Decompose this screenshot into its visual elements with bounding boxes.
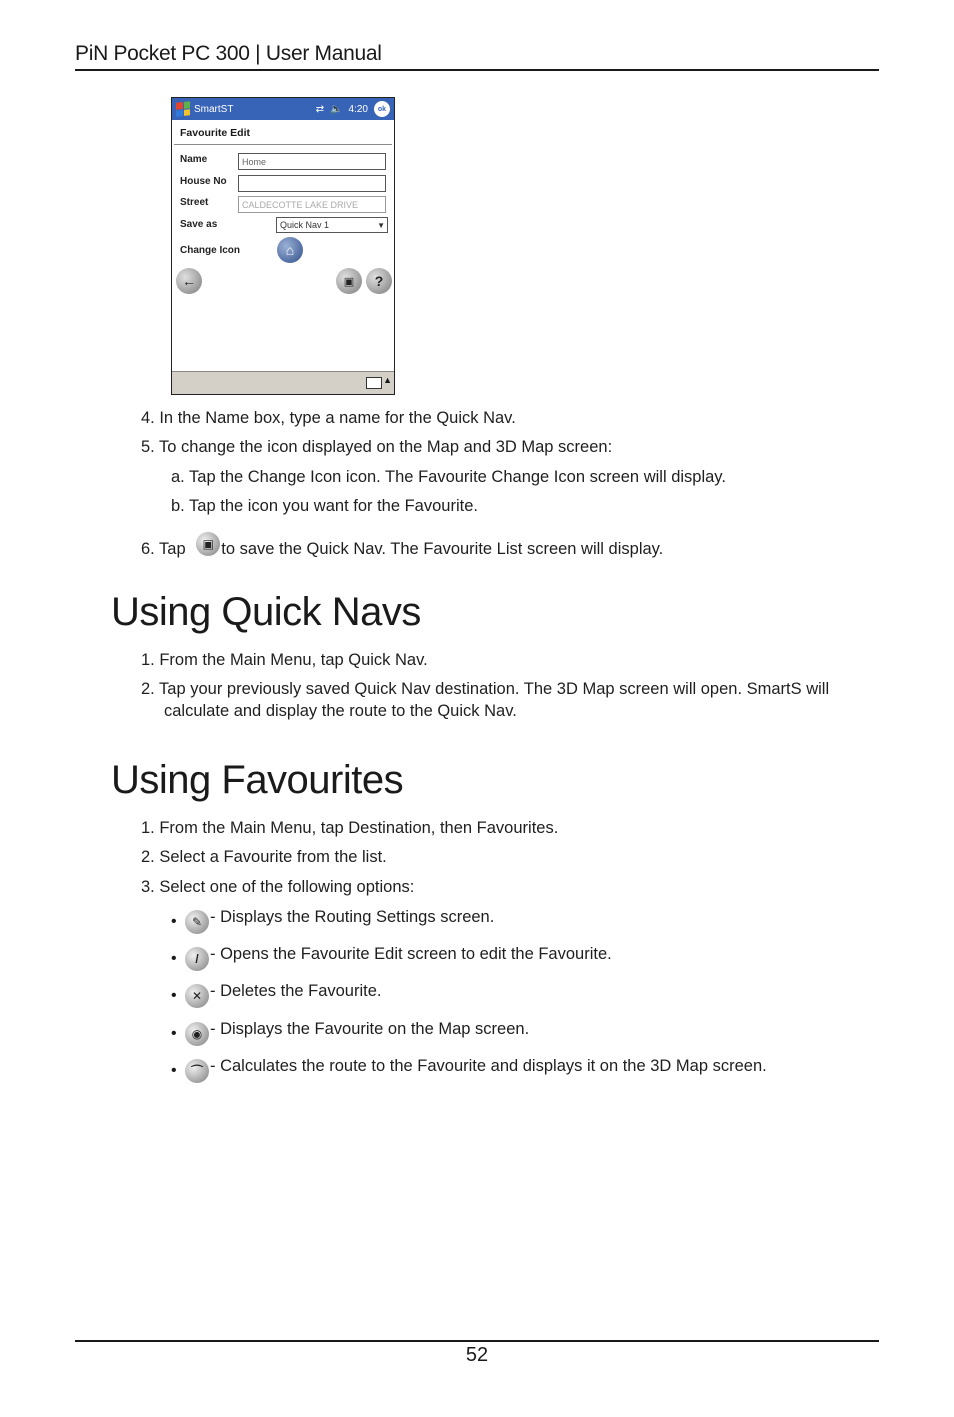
connectivity-icon[interactable]: ⇄ — [315, 103, 325, 115]
heading-using-quick-navs: Using Quick Navs — [111, 590, 421, 634]
step-6 — [141, 532, 663, 560]
footer-rule — [75, 1340, 879, 1342]
favourites-step-2: 2. Select a Favourite from the list. — [141, 848, 387, 866]
save-button[interactable] — [336, 268, 362, 294]
option-edit-favourite — [185, 943, 612, 971]
keyboard-icon[interactable] — [366, 377, 382, 389]
change-icon-button[interactable] — [277, 237, 303, 263]
back-arrow-icon: ← — [182, 273, 196, 289]
option-show-on-map — [185, 1018, 529, 1046]
question-mark-icon: ? — [374, 273, 384, 289]
saveas-row — [180, 219, 238, 230]
wrench-icon: ✎ — [185, 910, 209, 934]
favourites-step-3: 3. Select one of the following options: — [141, 878, 415, 896]
house-number-field[interactable] — [238, 175, 386, 192]
bullet: • — [171, 950, 177, 967]
bullet: • — [171, 1025, 177, 1042]
save-as-select[interactable] — [276, 217, 388, 233]
bullet: • — [171, 1062, 177, 1079]
volume-icon[interactable]: 🔈 — [330, 103, 343, 115]
change-icon-row — [180, 245, 270, 256]
option-calculate-route — [185, 1055, 767, 1083]
quick-nav-step-1: 1. From the Main Menu, tap Quick Nav. — [141, 651, 428, 669]
street-field: CALDECOTTE LAKE DRIVE — [238, 196, 386, 213]
saveas-label: Save as — [180, 219, 218, 230]
step-4: 4. In the Name box, type a name for the Quick Nav. — [141, 409, 516, 427]
pencil-icon: / — [185, 947, 209, 971]
device-time[interactable]: 4:20 — [348, 103, 368, 115]
name-field[interactable]: Home — [238, 153, 386, 170]
step-6-prefix: 6. Tap — [141, 540, 186, 558]
step-5b: b. Tap the icon you want for the Favourite. — [171, 497, 478, 515]
eye-icon: ◉ — [185, 1022, 209, 1046]
device-titlebar — [172, 98, 394, 120]
device-status-area — [316, 101, 390, 117]
option-delete-favourite — [185, 980, 382, 1008]
route-icon: ⌒ — [185, 1059, 209, 1083]
header-title: PiN Pocket PC 300 | User Manual — [75, 42, 382, 65]
step-6-suffix: to save the Quick Nav. The Favourite List screen will display. — [221, 540, 664, 558]
quick-nav-step-2: 2. Tap your previously saved Quick Nav destination. The 3D Map screen will open. SmartS will — [141, 680, 830, 698]
bullet: • — [171, 987, 177, 1004]
house-label: House No — [180, 176, 227, 187]
house-row — [180, 176, 238, 187]
save-as-value: Quick Nav 1 — [280, 220, 330, 230]
quick-nav-step-2-cont: calculate and display the route to the Quick Nav. — [164, 702, 517, 720]
floppy-disk-icon: ▣ — [343, 275, 355, 288]
chevron-down-icon: ▼ — [377, 221, 385, 230]
street-row — [180, 197, 238, 208]
windows-start-icon[interactable] — [176, 101, 190, 116]
street-label: Street — [180, 197, 209, 208]
house-icon: ⌂ — [285, 242, 295, 258]
option-routing-settings — [185, 906, 494, 934]
change-icon-label: Change Icon — [180, 245, 241, 256]
device-screenshot — [171, 97, 395, 395]
bullet: • — [171, 913, 177, 930]
name-row — [180, 154, 238, 165]
option-text: - Deletes the Favourite. — [210, 982, 382, 1000]
name-label: Name — [180, 154, 208, 165]
ok-button[interactable]: ok — [374, 101, 390, 117]
delete-x-icon: ✕ — [185, 984, 209, 1008]
option-text: - Opens the Favourite Edit screen to edit the Favourite. — [210, 945, 612, 963]
page-number: 52 — [465, 1344, 489, 1366]
heading-using-favourites: Using Favourites — [111, 758, 404, 802]
back-button[interactable] — [176, 268, 202, 294]
device-app-name: SmartST — [194, 103, 234, 115]
device-screen-title: Favourite Edit — [174, 120, 392, 145]
option-text: - Calculates the route to the Favourite and displays it on the 3D Map screen. — [210, 1057, 767, 1075]
favourites-step-1: 1. From the Main Menu, tap Destination, then Favourites. — [141, 819, 559, 837]
help-button[interactable] — [366, 268, 392, 294]
option-text: - Displays the Routing Settings screen. — [210, 908, 495, 926]
page-header — [75, 42, 879, 71]
option-text: - Displays the Favourite on the Map screen. — [210, 1020, 530, 1038]
device-bottombar — [172, 371, 394, 394]
step-5a: a. Tap the Change Icon icon. The Favourite Change Icon screen will display. — [171, 468, 726, 486]
step-5: 5. To change the icon displayed on the Map and 3D Map screen: — [141, 438, 613, 456]
floppy-disk-icon: ▣ — [196, 532, 220, 556]
input-panel-up-icon[interactable]: ▲ — [383, 375, 392, 385]
